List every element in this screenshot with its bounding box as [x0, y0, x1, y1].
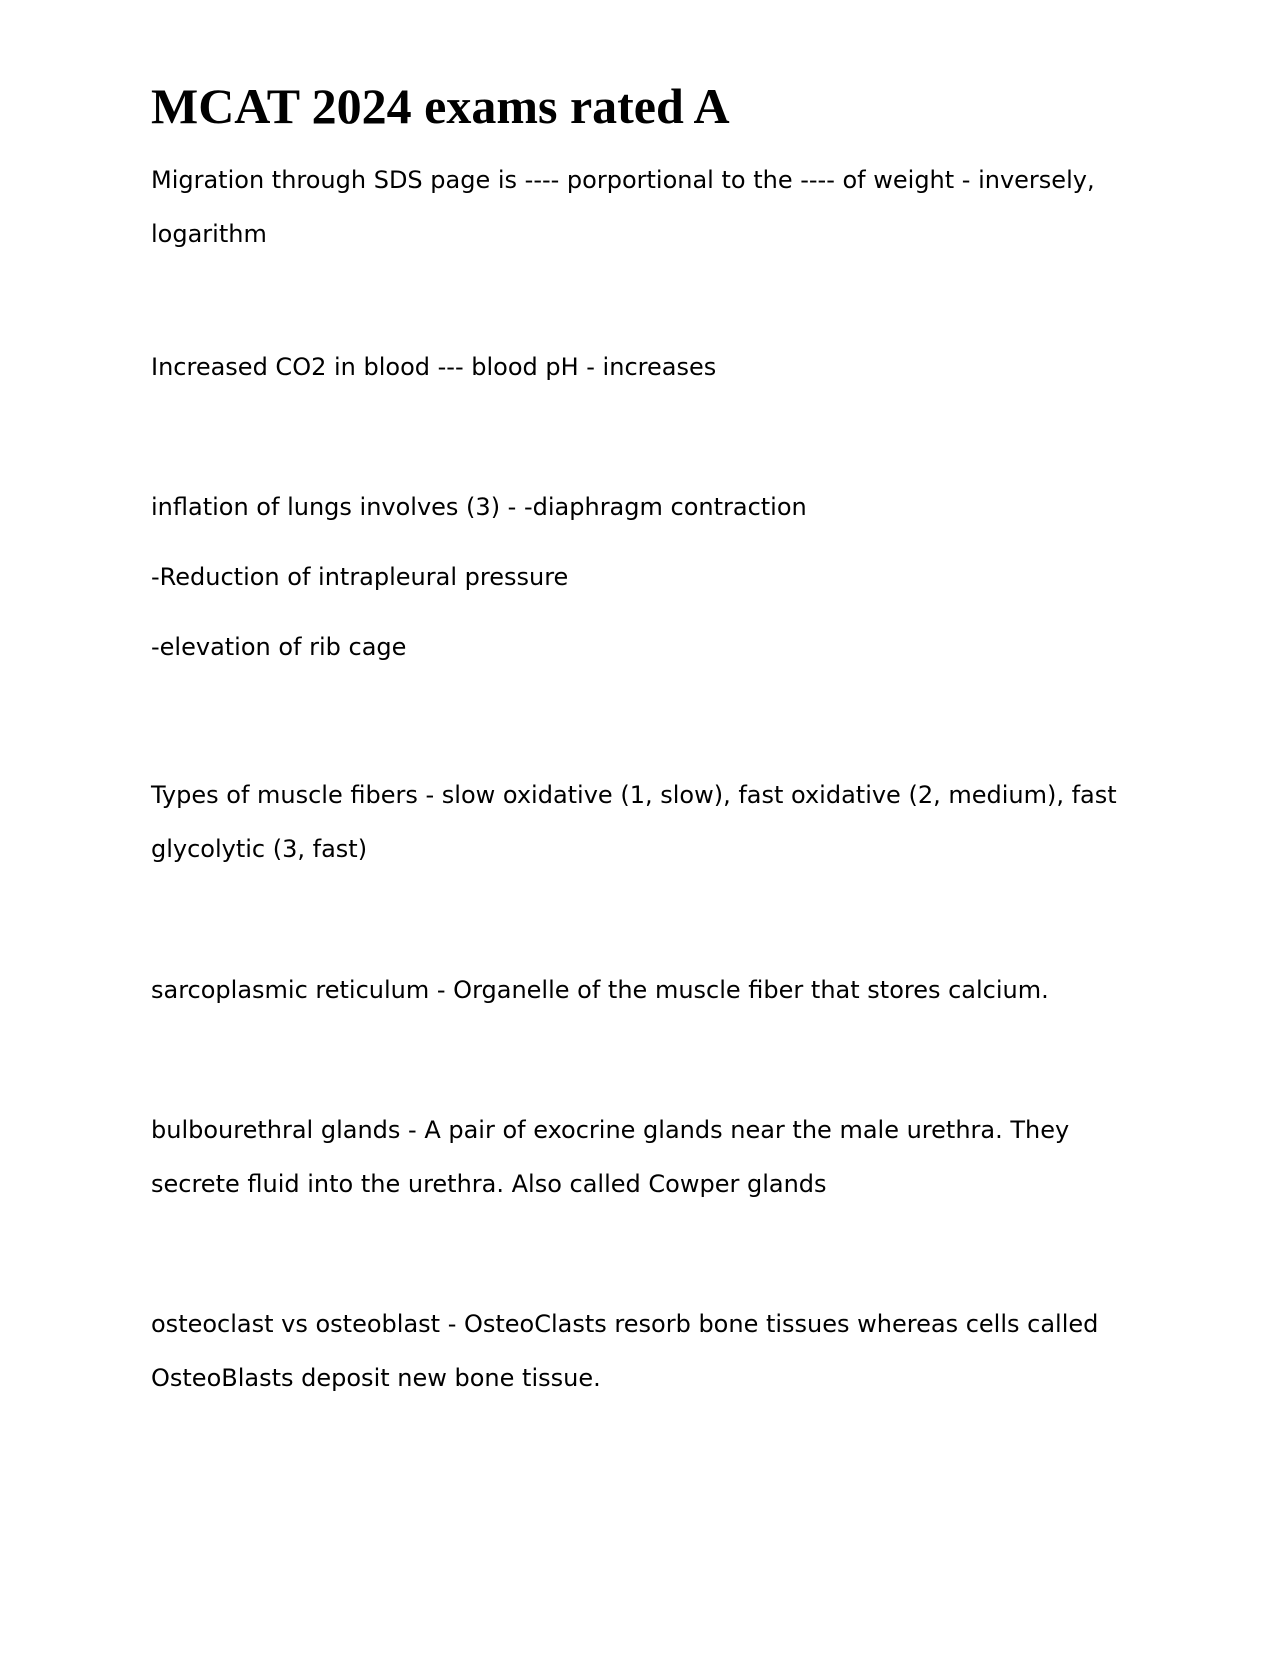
entry-line: secrete fluid into the urethra. Also called Cowper glands	[151, 1170, 827, 1198]
entry-bulbourethral-glands	[151, 1103, 1111, 1211]
entry-line: glycolytic (3, fast)	[151, 835, 368, 863]
entry-line: inflation of lungs involves (3) - -diaphragm contraction	[151, 493, 807, 521]
entry-co2-blood-ph	[151, 340, 1111, 394]
entry-line: -elevation of rib cage	[151, 633, 407, 661]
entry-muscle-fiber-types	[151, 768, 1117, 876]
entry-line: Increased CO2 in blood --- blood pH - increases	[151, 353, 717, 381]
entry-line: logarithm	[151, 220, 267, 248]
entry-line: Types of muscle fibers - slow oxidative (1, slow), fast oxidative (2, medium), fast	[151, 781, 1117, 809]
entry-sarcoplasmic-reticulum	[151, 963, 1111, 1017]
entry-lung-inflation	[151, 480, 1111, 674]
entry-sds-page-migration	[151, 153, 1111, 261]
entry-line: bulbourethral glands - A pair of exocrine glands near the male urethra. They	[151, 1116, 1070, 1144]
entry-line: -Reduction of intrapleural pressure	[151, 563, 569, 591]
entry-osteoclast-vs-osteoblast	[151, 1297, 1111, 1405]
entry-line: Migration through SDS page is ---- porportional to the ---- of weight - inversely,	[151, 166, 1095, 194]
entry-line: osteoclast vs osteoblast - OsteoClasts resorb bone tissues whereas cells called	[151, 1310, 1099, 1338]
entry-line: OsteoBlasts deposit new bone tissue.	[151, 1364, 601, 1392]
document-title: MCAT 2024 exams rated A	[151, 78, 730, 134]
entry-line: sarcoplasmic reticulum - Organelle of the muscle fiber that stores calcium.	[151, 976, 1049, 1004]
